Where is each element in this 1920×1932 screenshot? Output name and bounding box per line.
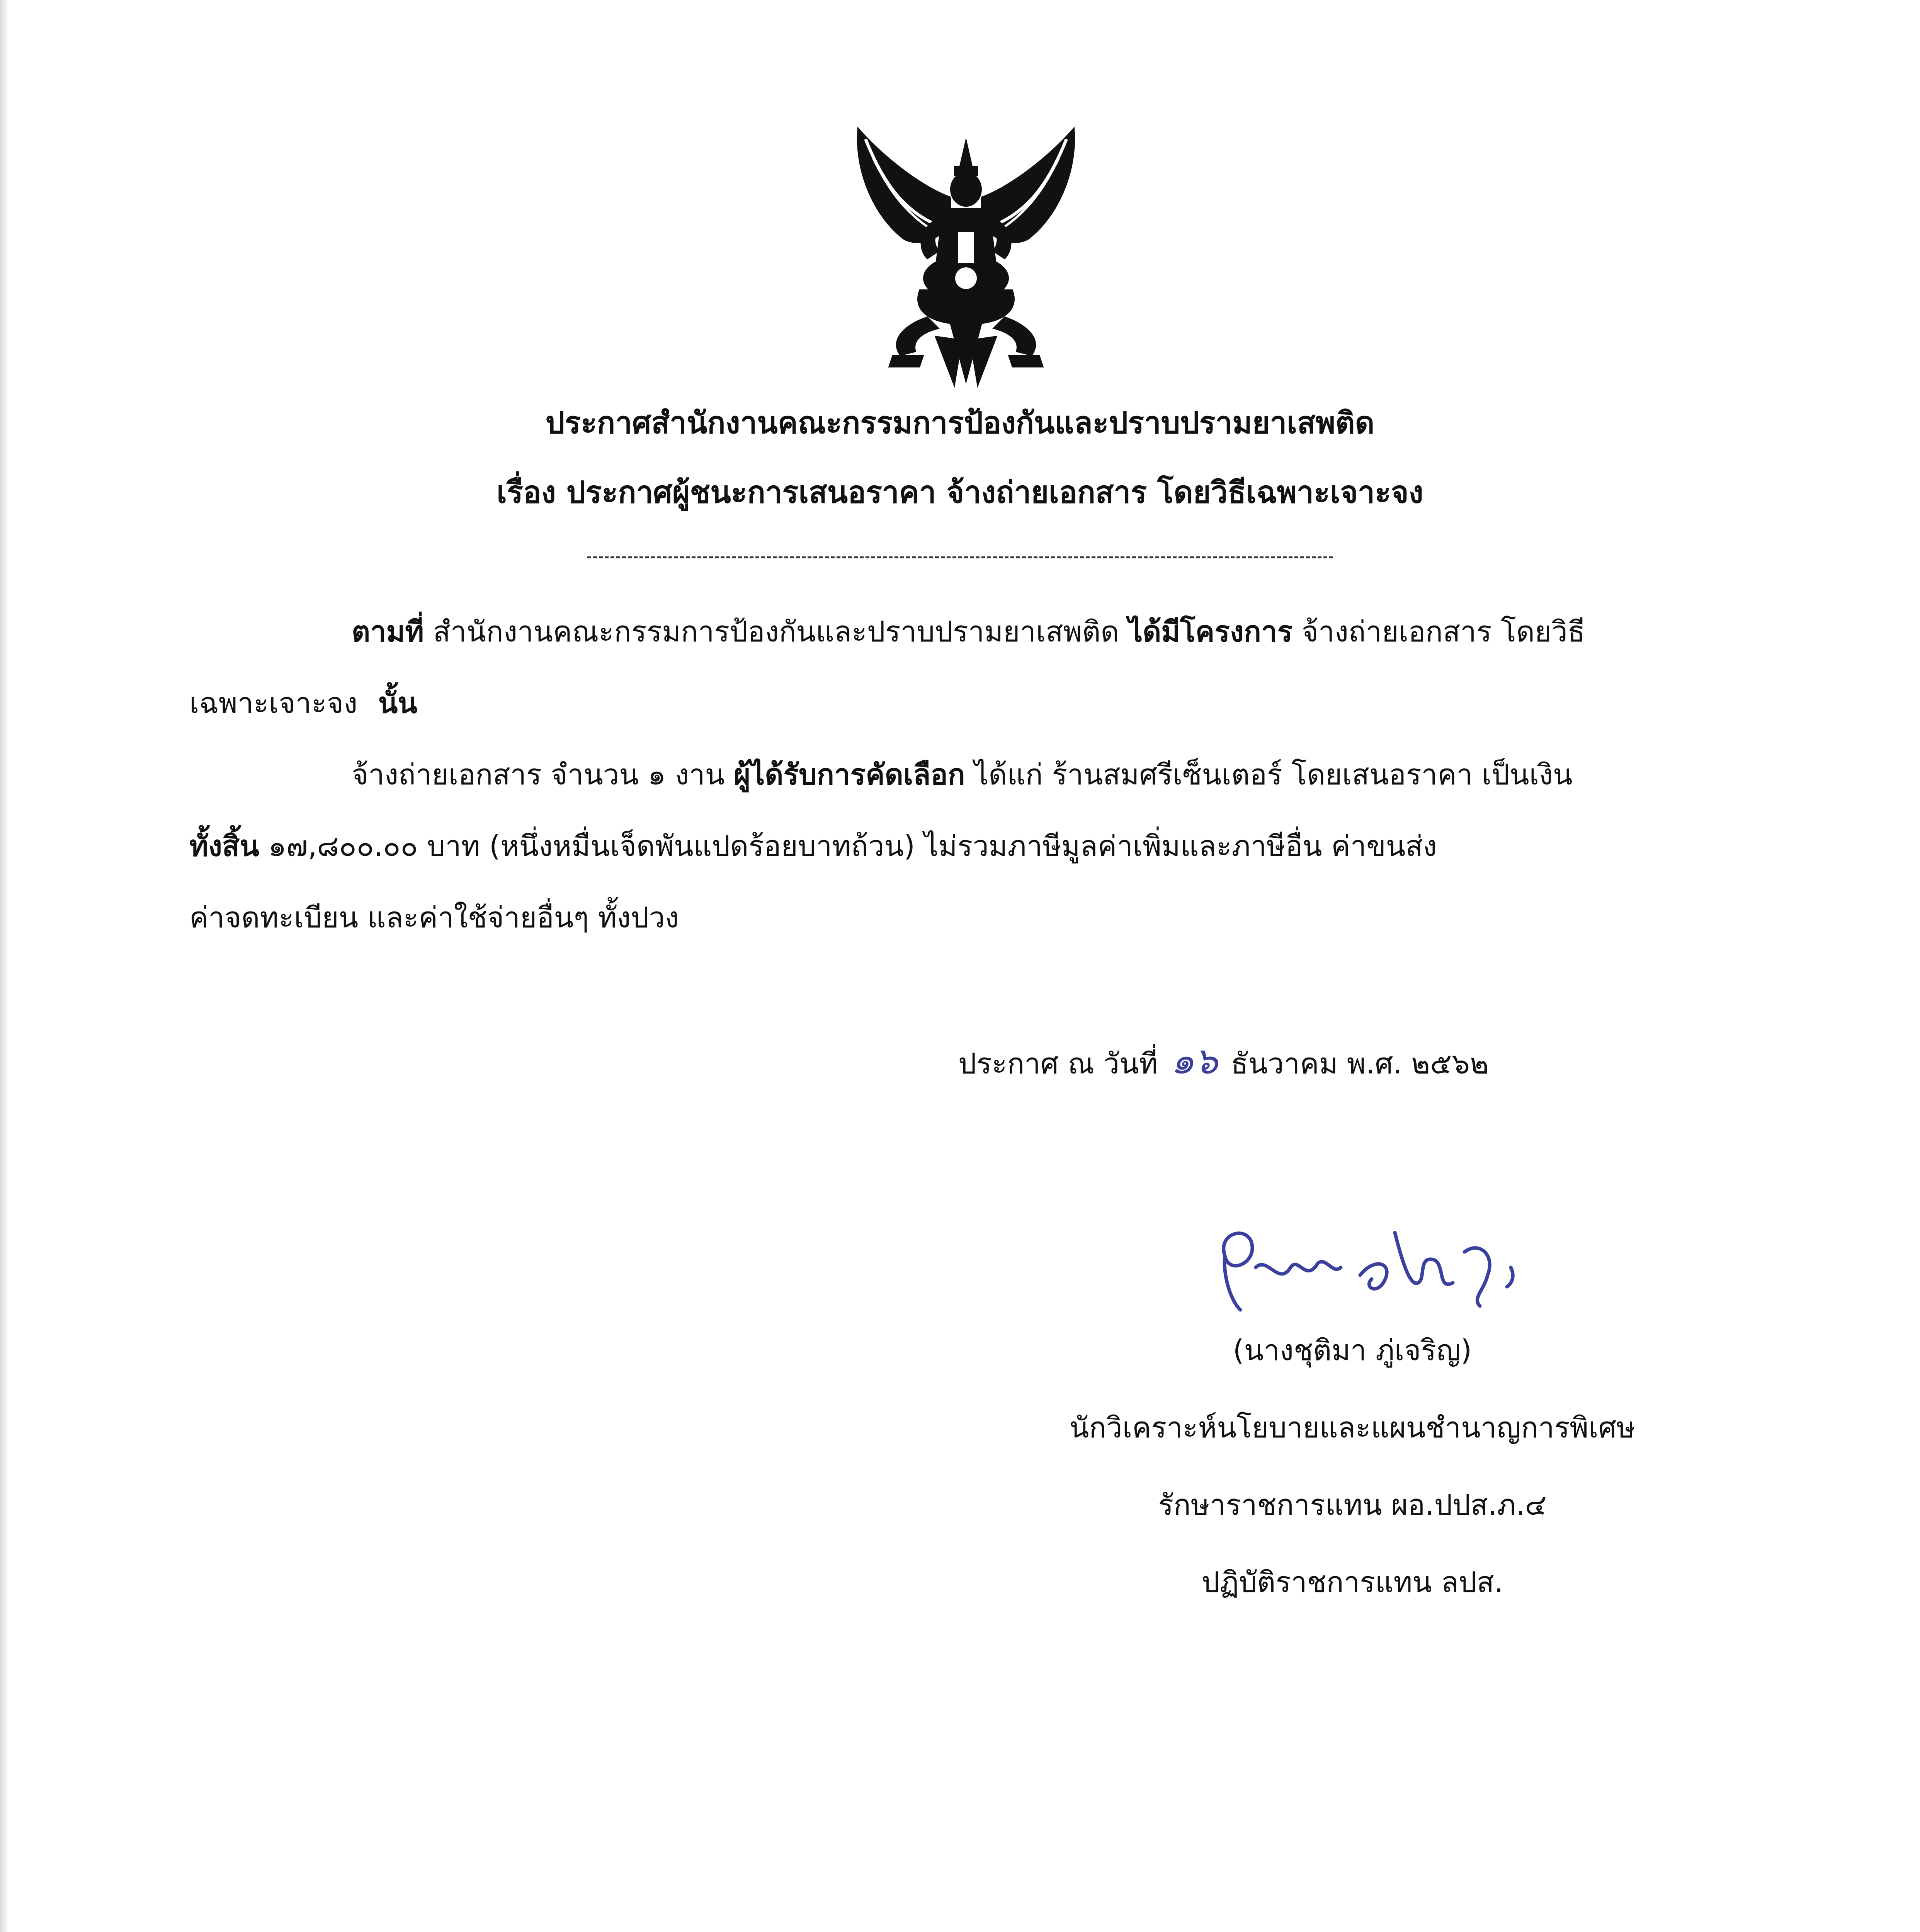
- project-bold: ได้มีโครงการ: [1128, 615, 1293, 648]
- item-description: จ้างถ่ายเอกสาร จำนวน ๑ งาน: [352, 758, 725, 791]
- dashed-divider: [587, 556, 1333, 558]
- total-bold: ทั้งสิ้น: [189, 830, 259, 863]
- subject-label: เรื่อง: [497, 475, 556, 510]
- paragraph-2-line-2: [189, 825, 1437, 867]
- expenses-text: ค่าจดทะเบียน และค่าใช้จ่ายอื่นๆ ทั้งปวง: [189, 901, 679, 934]
- date-month-year: ธันวาคม พ.ศ. ๒๕๖๒: [1231, 1047, 1489, 1080]
- announcement-title: ประกาศสำนักงานคณะกรรมการป้องกันและปราบปรามยาเสพติด: [545, 406, 1375, 440]
- subject-rest: จ้างถ่ายเอกสาร โดยวิธีเฉพาะเจาะจง: [946, 475, 1423, 510]
- agency-name: สำนักงานคณะกรรมการป้องกันและปราบปรามยาเสพติด: [433, 615, 1119, 648]
- paragraph-1-end: นั้น: [378, 687, 417, 720]
- paragraph-1-line-1: [352, 611, 1585, 653]
- announcement-date: [958, 1039, 1489, 1085]
- selected-bold: ผู้ได้รับการคัดเลือก: [733, 758, 965, 791]
- subject-bold: ประกาศผู้ชนะการเสนอราคา: [566, 475, 936, 510]
- scan-edge: [0, 0, 9, 1932]
- project-name: จ้างถ่ายเอกสาร โดยวิธี: [1301, 615, 1585, 648]
- signatory-position-1: นักวิเคราะห์นโยบายและแผนชำนาญการพิเศษ: [1069, 1411, 1636, 1444]
- paragraph-2-line-1: [352, 753, 1573, 796]
- date-day-handwritten: ๑๖: [1170, 1039, 1218, 1082]
- paragraph-1-line-2: [189, 682, 417, 724]
- signatory-position-3: ปฏิบัติราชการแทน ลปส.: [1201, 1566, 1503, 1599]
- lead-bold: ตามที่: [352, 615, 424, 648]
- announcement-subject: [0, 471, 1920, 514]
- amount-text: ๑๗,๘๐๐.๐๐ บาท (หนึ่งหมื่นเจ็ดพันแปดร้อยบาทถ้วน) ไม่รวมภาษีมูลค่าเพิ่มและภาษีอื่น ค่าขนส่ง: [268, 830, 1437, 863]
- signatory-name: (นางชุติมา ภู่เจริญ): [1233, 1334, 1472, 1367]
- garuda-emblem: [827, 124, 1105, 394]
- winner-text: ได้แก่ ร้านสมศรีเซ็นเตอร์ โดยเสนอราคา เป็นเงิน: [974, 758, 1573, 791]
- date-prefix: ประกาศ ณ วันที่: [958, 1047, 1158, 1080]
- paragraph-2-line-3: [189, 896, 679, 939]
- signature-icon: [1202, 1209, 1534, 1337]
- project-method: เฉพาะเจาะจง: [189, 687, 358, 720]
- signatory-position-2: รักษาราชการแทน ผอ.ปปส.ภ.๔: [1158, 1488, 1547, 1522]
- handwritten-signature: [1202, 1209, 1534, 1337]
- garuda-emblem-icon: [827, 124, 1105, 394]
